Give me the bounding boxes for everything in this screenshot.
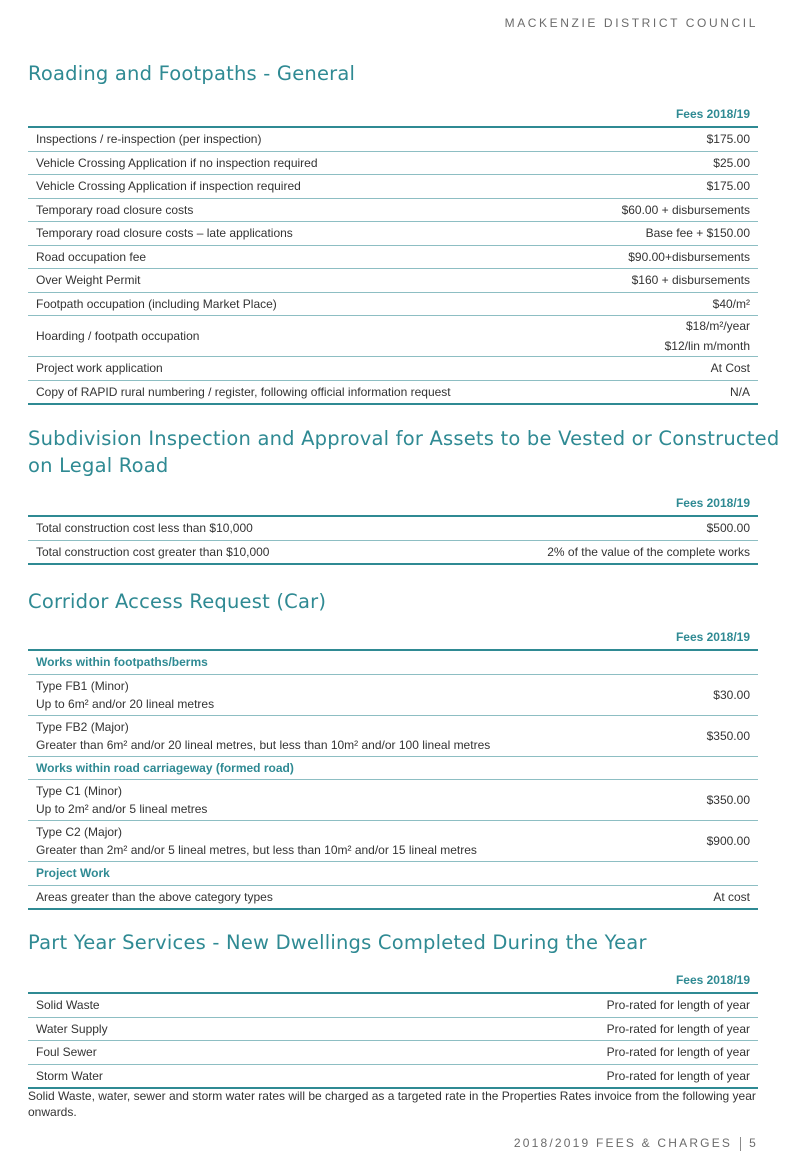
item-cell: Temporary road closure costs – late applications [28,222,575,246]
item-cell: Storm Water [28,1064,287,1088]
item-cell: Areas greater than the above category types [28,885,641,909]
fees-column-header: Fees 2018/19 [641,625,758,650]
item-line: Greater than 2m² and/or 5 lineal metres, but less than 10m² and/or 15 lineal metres [36,843,477,857]
fees-column-header: Fees 2018/19 [287,968,758,993]
table-row [28,1041,758,1065]
fee-cell: $350.00 [641,715,758,756]
section-title-part-year: Part Year Services - New Dwellings Completed During the Year [28,931,647,954]
section-title-corridor: Corridor Access Request (Car) [28,590,327,613]
fee-cell [575,316,758,357]
category-label: Project Work [28,862,758,886]
category-row [28,650,758,674]
fee-cell: $175.00 [575,175,758,199]
table-row [28,885,758,909]
page-number: 5 [749,1136,758,1150]
fee-cell: $160 + disbursements [575,269,758,293]
item-line: Type FB2 (Major) [36,719,129,734]
fee-cell: $60.00 + disbursements [575,198,758,222]
subdivision-fees-table [28,491,758,565]
fee-cell: Pro-rated for length of year [287,1041,758,1065]
item-cell: Over Weight Permit [28,269,575,293]
fee-cell: Pro-rated for length of year [287,1064,758,1088]
footer-title: 2018/2019 FEES & CHARGES [513,1136,733,1150]
item-cell: Temporary road closure costs [28,198,575,222]
rates-note: Solid Waste, water, sewer and storm water rates will be charged as a targeted rate in the Properties Rates invoice from the following year onwards. [28,1089,756,1119]
item-column-header [28,102,575,127]
section-title-roading: Roading and Footpaths - General [28,62,356,85]
table-row [28,540,758,564]
item-cell [28,715,641,756]
item-cell: Solid Waste [28,993,287,1017]
fee-cell: N/A [575,380,758,404]
fee-cell: Pro-rated for length of year [287,1017,758,1041]
table-row [28,993,758,1017]
table-row [28,198,758,222]
item-cell: Inspections / re-inspection (per inspection) [28,127,575,151]
item-cell: Hoarding / footpath occupation [28,316,575,357]
fee-cell: $500.00 [417,516,758,540]
item-cell: Total construction cost less than $10,000 [28,516,417,540]
item-cell: Water Supply [28,1017,287,1041]
fee-cell: $900.00 [641,821,758,862]
item-cell: Footpath occupation (including Market Place) [28,292,575,316]
fee-line: $12/lin m/month [664,339,750,353]
footer-separator [740,1137,741,1151]
fee-cell: $40/m² [575,292,758,316]
fee-cell: $90.00+disbursements [575,245,758,269]
item-cell: Project work application [28,357,575,381]
item-line: Greater than 6m² and/or 20 lineal metres, but less than 10m² and/or 100 lineal metres [36,737,491,752]
table-row [28,1064,758,1088]
part-year-fees-table [28,968,758,1089]
table-row [28,516,758,540]
corridor-fees-table [28,625,758,910]
table-row [28,357,758,381]
fee-line: $18/m²/year [685,319,750,333]
category-row [28,862,758,886]
table-row [28,380,758,404]
item-cell: Vehicle Crossing Application if inspection required [28,175,575,199]
item-cell: Road occupation fee [28,245,575,269]
table-row [28,175,758,199]
item-column-header [28,625,641,650]
fees-column-header: Fees 2018/19 [575,102,758,127]
table-row [28,1017,758,1041]
section-title-subdivision [28,425,779,479]
category-label: Works within road carriageway (formed road) [28,756,758,780]
item-cell: Copy of RAPID rural numbering / register, following official information request [28,380,575,404]
fee-cell: $350.00 [641,780,758,821]
fee-cell: At Cost [575,357,758,381]
item-line: Type FB1 (Minor) [36,678,129,693]
table-row [28,151,758,175]
item-cell: Foul Sewer [28,1041,287,1065]
item-cell: Total construction cost greater than $10,000 [28,540,417,564]
table-row [28,269,758,293]
table-row [28,780,758,821]
fees-column-header: Fees 2018/19 [417,491,758,516]
table-row [28,674,758,715]
table-row [28,316,758,357]
item-cell [28,821,641,862]
fee-cell: Base fee + $150.00 [575,222,758,246]
title-line: Subdivision Inspection and Approval for Assets to be Vested or Constructed [28,427,780,450]
item-line: Up to 2m² and/or 5 lineal metres [36,802,208,816]
item-line: Up to 6m² and/or 20 lineal metres [36,696,215,711]
table-row [28,127,758,151]
item-column-header [28,968,287,993]
item-cell [28,674,641,715]
title-line: on Legal Road [28,454,169,477]
fee-cell: $25.00 [575,151,758,175]
item-column-header [28,491,417,516]
council-header: MACKENZIE DISTRICT COUNCIL [504,16,758,30]
page-footer [514,1136,758,1151]
fee-cell: Pro-rated for length of year [287,993,758,1017]
roading-fees-table [28,102,758,405]
table-row [28,245,758,269]
table-row [28,715,758,756]
table-row [28,222,758,246]
item-line: Type C1 (Minor) [36,784,123,798]
item-cell [28,780,641,821]
category-row [28,756,758,780]
fee-cell: At cost [641,885,758,909]
fee-cell: $175.00 [575,127,758,151]
fee-cell: $30.00 [641,674,758,715]
item-line: Type C2 (Major) [36,825,123,839]
table-row [28,821,758,862]
category-label: Works within footpaths/berms [28,650,758,674]
item-cell: Vehicle Crossing Application if no inspection required [28,151,575,175]
table-row [28,292,758,316]
fee-cell: 2% of the value of the complete works [417,540,758,564]
